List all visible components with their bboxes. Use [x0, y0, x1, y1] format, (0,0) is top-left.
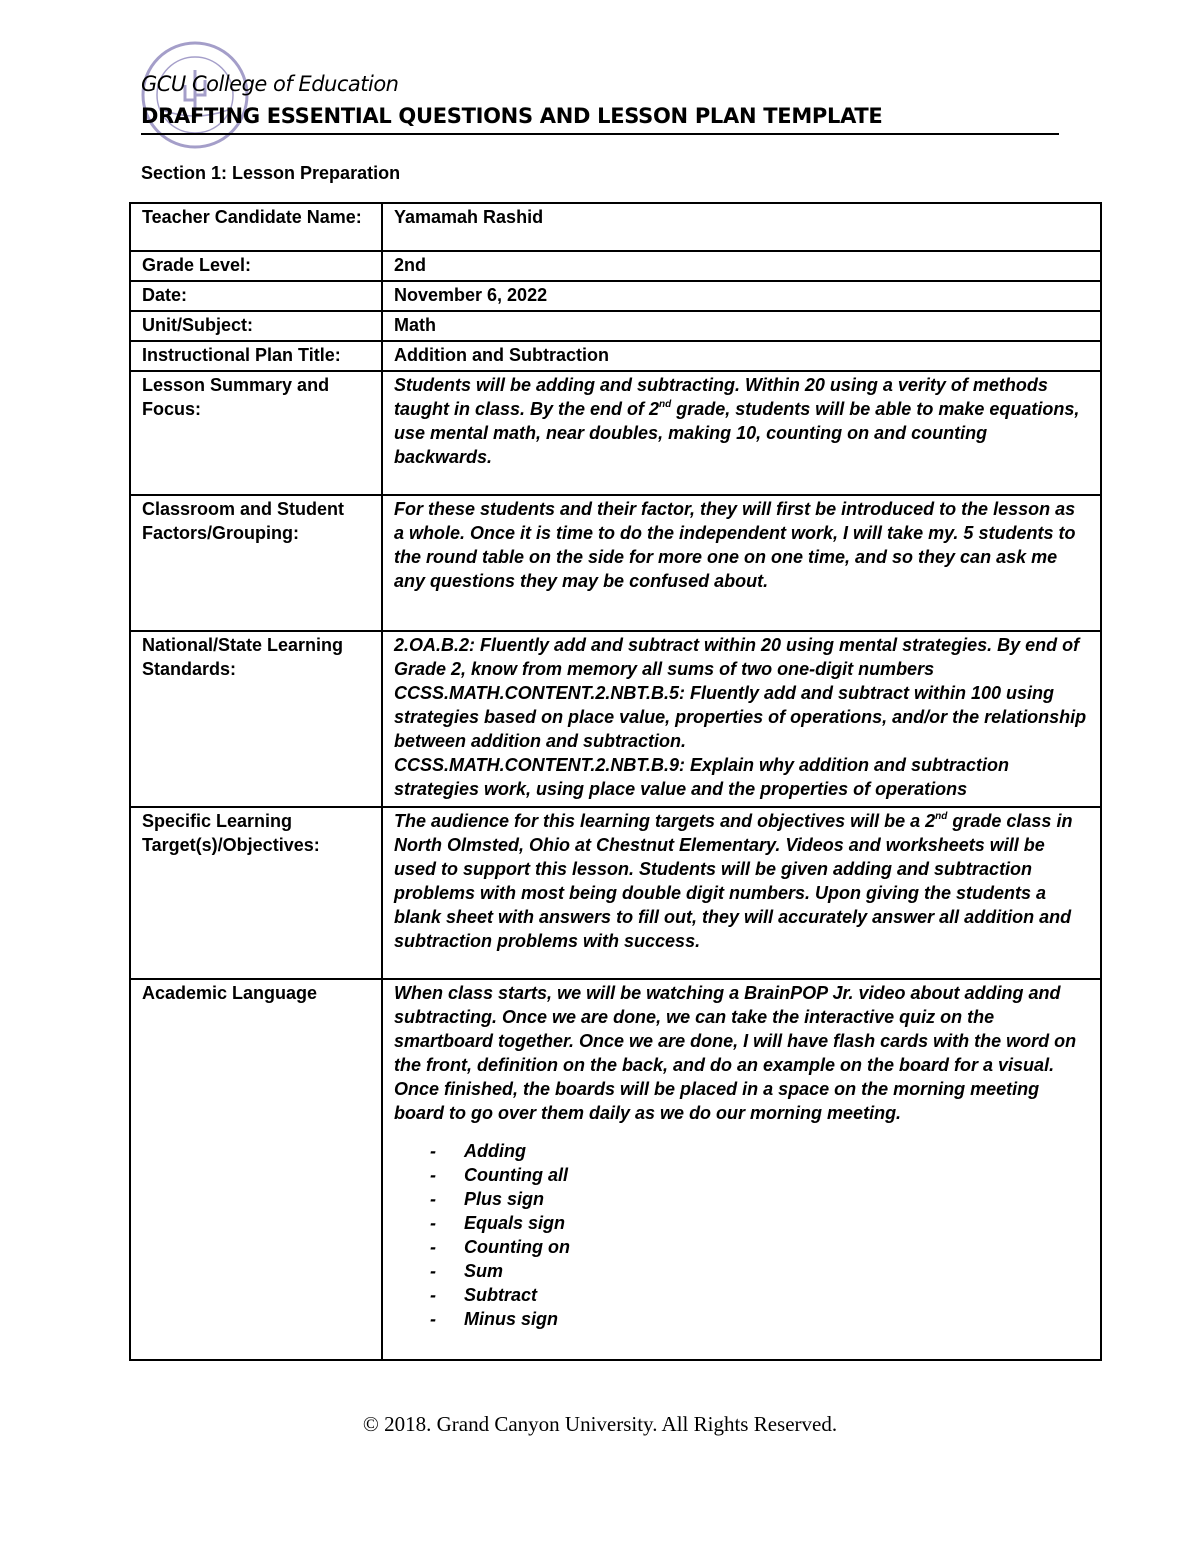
lesson-preparation-table — [129, 202, 1102, 1361]
lesson-summary-value — [382, 371, 1101, 495]
row-label: Date: — [130, 281, 382, 311]
row-label: Academic Language — [130, 979, 382, 1360]
standard-paragraph: CCSS.MATH.CONTENT.2.NBT.B.5: Fluently add and subtract within 100 using strategies based on place value, properties of operations, and/or the relationship between addition and subtraction. — [394, 683, 1087, 751]
table-row — [130, 281, 1101, 311]
academic-language-paragraph: When class starts, we will be watching a BrainPOP Jr. video about adding and subtracting. Once we are done, we can take the interactive quiz on the smartboard together. Once we are done, I will have flash cards with the word on the front, definition on the back, and do an example on the board for a visual. Once finished, the boards will be placed in a space on the morning meeting board to go over them daily as we do our morning meeting. — [394, 983, 1077, 1123]
academic-language-value — [382, 979, 1101, 1360]
vocabulary-term: Minus sign — [464, 1309, 558, 1329]
objectives-text-part: The audience for this learning targets and objectives will be a 2 — [394, 811, 936, 831]
list-item — [430, 1259, 1090, 1283]
row-label: Unit/Subject: — [130, 311, 382, 341]
classroom-factors-value: For these students and their factor, they will first be introduced to the lesson as a whole. Once it is time to do the independent work, I will take my. 5 students to the round table on the side for more one on one time, and so they can ask me any questions they may be confused about. — [382, 495, 1101, 631]
vocabulary-term: Sum — [464, 1261, 504, 1281]
vocabulary-list — [394, 1139, 1090, 1331]
standards-value — [382, 631, 1101, 807]
list-dash: - — [430, 1285, 436, 1305]
vocabulary-term: Equals sign — [464, 1213, 566, 1233]
row-label: Lesson Summary and Focus: — [130, 371, 382, 495]
college-name: GCU College of Education — [141, 72, 399, 96]
table-row — [130, 495, 1101, 631]
table-row — [130, 311, 1101, 341]
standard-paragraph: CCSS.MATH.CONTENT.2.NBT.B.9: Explain why addition and subtraction strategies work, using place value and the properties of operations — [394, 755, 1010, 799]
grade-level-value: 2nd — [382, 251, 1101, 281]
row-label: Teacher Candidate Name: — [130, 203, 382, 251]
title-divider — [141, 133, 1059, 135]
standard-paragraph: 2.OA.B.2: Fluently add and subtract within 20 using mental strategies. By end of Grade 2, know from memory all sums of two one-digit numbers — [394, 635, 1080, 679]
row-label: Classroom and Student Factors/Grouping: — [130, 495, 382, 631]
list-dash: - — [430, 1261, 436, 1281]
list-item — [430, 1235, 1090, 1259]
list-dash: - — [430, 1141, 436, 1161]
list-item — [430, 1139, 1090, 1163]
list-item — [430, 1163, 1090, 1187]
section-heading: Section 1: Lesson Preparation — [141, 163, 401, 183]
copyright-footer: © 2018. Grand Canyon University. All Rights Reserved. — [362, 1412, 838, 1436]
list-dash: - — [430, 1189, 436, 1209]
list-dash: - — [430, 1213, 436, 1233]
unit-subject-value: Math — [382, 311, 1101, 341]
vocabulary-term: Subtract — [464, 1285, 538, 1305]
vocabulary-term: Adding — [464, 1141, 526, 1161]
list-item — [430, 1187, 1090, 1211]
row-label: National/State Learning Standards: — [130, 631, 382, 807]
list-dash: - — [430, 1309, 436, 1329]
list-item — [430, 1307, 1090, 1331]
plan-title-value: Addition and Subtraction — [382, 341, 1101, 371]
row-label: Grade Level: — [130, 251, 382, 281]
row-label: Instructional Plan Title: — [130, 341, 382, 371]
document-title: DRAFTING ESSENTIAL QUESTIONS AND LESSON PLAN TEMPLATE — [141, 104, 883, 128]
ordinal-suffix: nd — [659, 399, 672, 410]
vocabulary-term: Counting on — [464, 1237, 570, 1257]
table-row — [130, 979, 1101, 1360]
objectives-text-part: grade class in North Olmsted, Ohio at Chestnut Elementary. Videos and worksheets will be used to support this lesson. Students will be given adding and subtraction problems with most being double digit numbers. Upon giving the students a blank sheet with answers to fill out, they will accurately answer all addition and subtraction problems with success. — [394, 811, 1073, 951]
table-row — [130, 341, 1101, 371]
list-dash: - — [430, 1165, 436, 1185]
ordinal-suffix: nd — [935, 811, 948, 822]
vocabulary-term: Plus sign — [464, 1189, 545, 1209]
summary-text-part: Students will be adding and subtracting. Within 20 using a verity of methods taught in class. By the end of 2 — [394, 375, 1048, 419]
table-row — [130, 807, 1101, 979]
table-row — [130, 371, 1101, 495]
row-label: Specific Learning Target(s)/Objectives: — [130, 807, 382, 979]
list-dash: - — [430, 1237, 436, 1257]
summary-text-part: grade, students will be able to make equations, use mental math, near doubles, making 10, counting on and counting backwards. — [394, 399, 1080, 467]
table-row — [130, 251, 1101, 281]
list-item — [430, 1211, 1090, 1235]
table-row — [130, 631, 1101, 807]
teacher-name-value: Yamamah Rashid — [382, 203, 1101, 251]
list-item — [430, 1283, 1090, 1307]
vocabulary-term: Counting all — [464, 1165, 568, 1185]
date-value: November 6, 2022 — [382, 281, 1101, 311]
objectives-value — [382, 807, 1101, 979]
table-row — [130, 203, 1101, 251]
